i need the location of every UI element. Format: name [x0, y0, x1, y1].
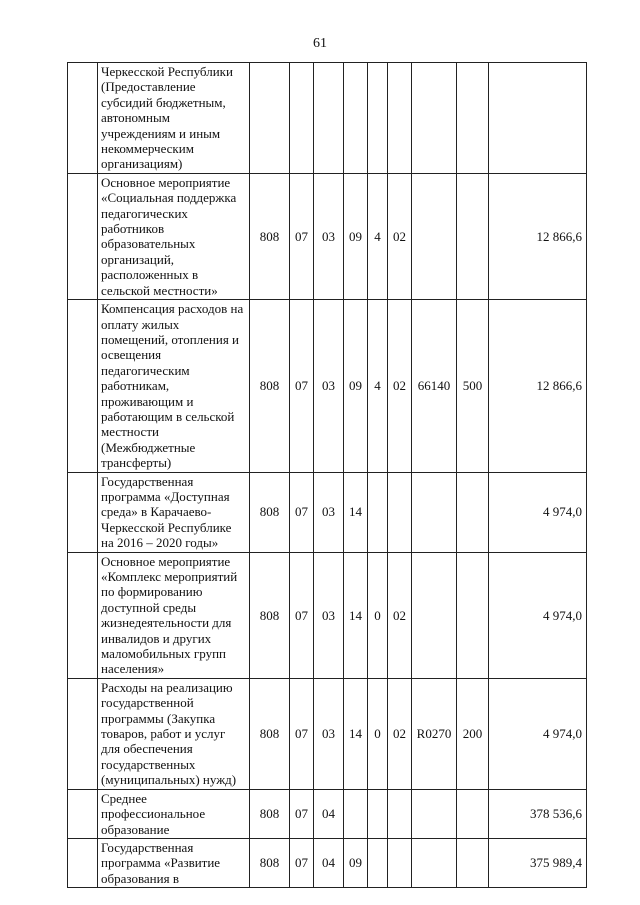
section-code: 07 — [290, 678, 314, 789]
empty-cell — [68, 552, 98, 678]
empty-cell — [68, 838, 98, 887]
subsection-code — [314, 63, 344, 174]
empty-cell — [68, 789, 98, 838]
expense-type-code — [457, 789, 489, 838]
activity-code — [388, 838, 412, 887]
amount: 4 974,0 — [489, 678, 587, 789]
expense-type-code: 500 — [457, 300, 489, 472]
direction-code — [412, 552, 457, 678]
subsection-code: 04 — [314, 789, 344, 838]
empty-cell — [68, 472, 98, 552]
amount: 378 536,6 — [489, 789, 587, 838]
subsection-code: 04 — [314, 838, 344, 887]
program-code: 09 — [344, 838, 368, 887]
activity-code: 02 — [388, 173, 412, 299]
item-name: Государственная программа «Развитие образования в — [98, 838, 250, 887]
activity-code: 02 — [388, 678, 412, 789]
subprogram-code — [368, 838, 388, 887]
section-code: 07 — [290, 472, 314, 552]
direction-code — [412, 173, 457, 299]
amount: 4 974,0 — [489, 472, 587, 552]
expense-type-code — [457, 838, 489, 887]
item-name: Расходы на реализацию государственной программы (Закупка товаров, работ и услуг для обеспечения государственных (муниципальных) нужд) — [98, 678, 250, 789]
direction-code: 66140 — [412, 300, 457, 472]
program-code — [344, 789, 368, 838]
program-code: 09 — [344, 300, 368, 472]
section-code — [290, 63, 314, 174]
table-row — [68, 789, 587, 838]
table-row — [68, 173, 587, 299]
table-row — [68, 300, 587, 472]
amount — [489, 63, 587, 174]
subprogram-code: 0 — [368, 678, 388, 789]
program-code: 14 — [344, 552, 368, 678]
section-code: 07 — [290, 789, 314, 838]
empty-cell — [68, 300, 98, 472]
program-code: 14 — [344, 472, 368, 552]
subprogram-code: 4 — [368, 173, 388, 299]
subprogram-code — [368, 472, 388, 552]
dept-code: 808 — [250, 300, 290, 472]
budget-table — [67, 62, 587, 888]
item-name: Основное мероприятие «Социальная поддержка педагогических работников образовательных организаций, расположенных в сельской местности» — [98, 173, 250, 299]
expense-type-code — [457, 173, 489, 299]
dept-code — [250, 63, 290, 174]
direction-code: R0270 — [412, 678, 457, 789]
amount: 375 989,4 — [489, 838, 587, 887]
dept-code: 808 — [250, 838, 290, 887]
program-code — [344, 63, 368, 174]
direction-code — [412, 789, 457, 838]
direction-code — [412, 838, 457, 887]
amount: 12 866,6 — [489, 173, 587, 299]
dept-code: 808 — [250, 552, 290, 678]
section-code: 07 — [290, 838, 314, 887]
activity-code — [388, 63, 412, 174]
activity-code: 02 — [388, 300, 412, 472]
subprogram-code — [368, 789, 388, 838]
amount: 4 974,0 — [489, 552, 587, 678]
item-name: Основное мероприятие «Комплекс мероприятий по формированию доступной среды жизнедеятельности для инвалидов и других маломобильных групп населения» — [98, 552, 250, 678]
program-code: 09 — [344, 173, 368, 299]
table-row — [68, 678, 587, 789]
dept-code: 808 — [250, 173, 290, 299]
empty-cell — [68, 678, 98, 789]
table-row — [68, 472, 587, 552]
subprogram-code: 0 — [368, 552, 388, 678]
expense-type-code — [457, 552, 489, 678]
expense-type-code — [457, 472, 489, 552]
subprogram-code: 4 — [368, 300, 388, 472]
item-name: Среднее профессиональное образование — [98, 789, 250, 838]
item-name: Компенсация расходов на оплату жилых помещений, отопления и освещения педагогическим работникам, проживающим и работающим в сельской местности (Межбюджетные трансферты) — [98, 300, 250, 472]
activity-code — [388, 472, 412, 552]
table-row — [68, 552, 587, 678]
section-code: 07 — [290, 552, 314, 678]
subsection-code: 03 — [314, 678, 344, 789]
empty-cell — [68, 173, 98, 299]
direction-code — [412, 63, 457, 174]
activity-code: 02 — [388, 552, 412, 678]
subsection-code: 03 — [314, 552, 344, 678]
subsection-code: 03 — [314, 300, 344, 472]
page-number: 61 — [313, 36, 327, 51]
empty-cell — [68, 63, 98, 174]
expense-type-code: 200 — [457, 678, 489, 789]
item-name: Государственная программа «Доступная среда» в Карачаево-Черкесской Республике на 2016 – 2020 годы» — [98, 472, 250, 552]
subprogram-code — [368, 63, 388, 174]
amount: 12 866,6 — [489, 300, 587, 472]
subsection-code: 03 — [314, 472, 344, 552]
dept-code: 808 — [250, 678, 290, 789]
subsection-code: 03 — [314, 173, 344, 299]
dept-code: 808 — [250, 472, 290, 552]
table-row — [68, 838, 587, 887]
table-row — [68, 63, 587, 174]
section-code: 07 — [290, 300, 314, 472]
section-code: 07 — [290, 173, 314, 299]
item-name: Черкесской Республики (Предоставление субсидий бюджетным, автономным учреждениям и иным некоммерческим организациям) — [98, 63, 250, 174]
activity-code — [388, 789, 412, 838]
program-code: 14 — [344, 678, 368, 789]
dept-code: 808 — [250, 789, 290, 838]
direction-code — [412, 472, 457, 552]
expense-type-code — [457, 63, 489, 174]
